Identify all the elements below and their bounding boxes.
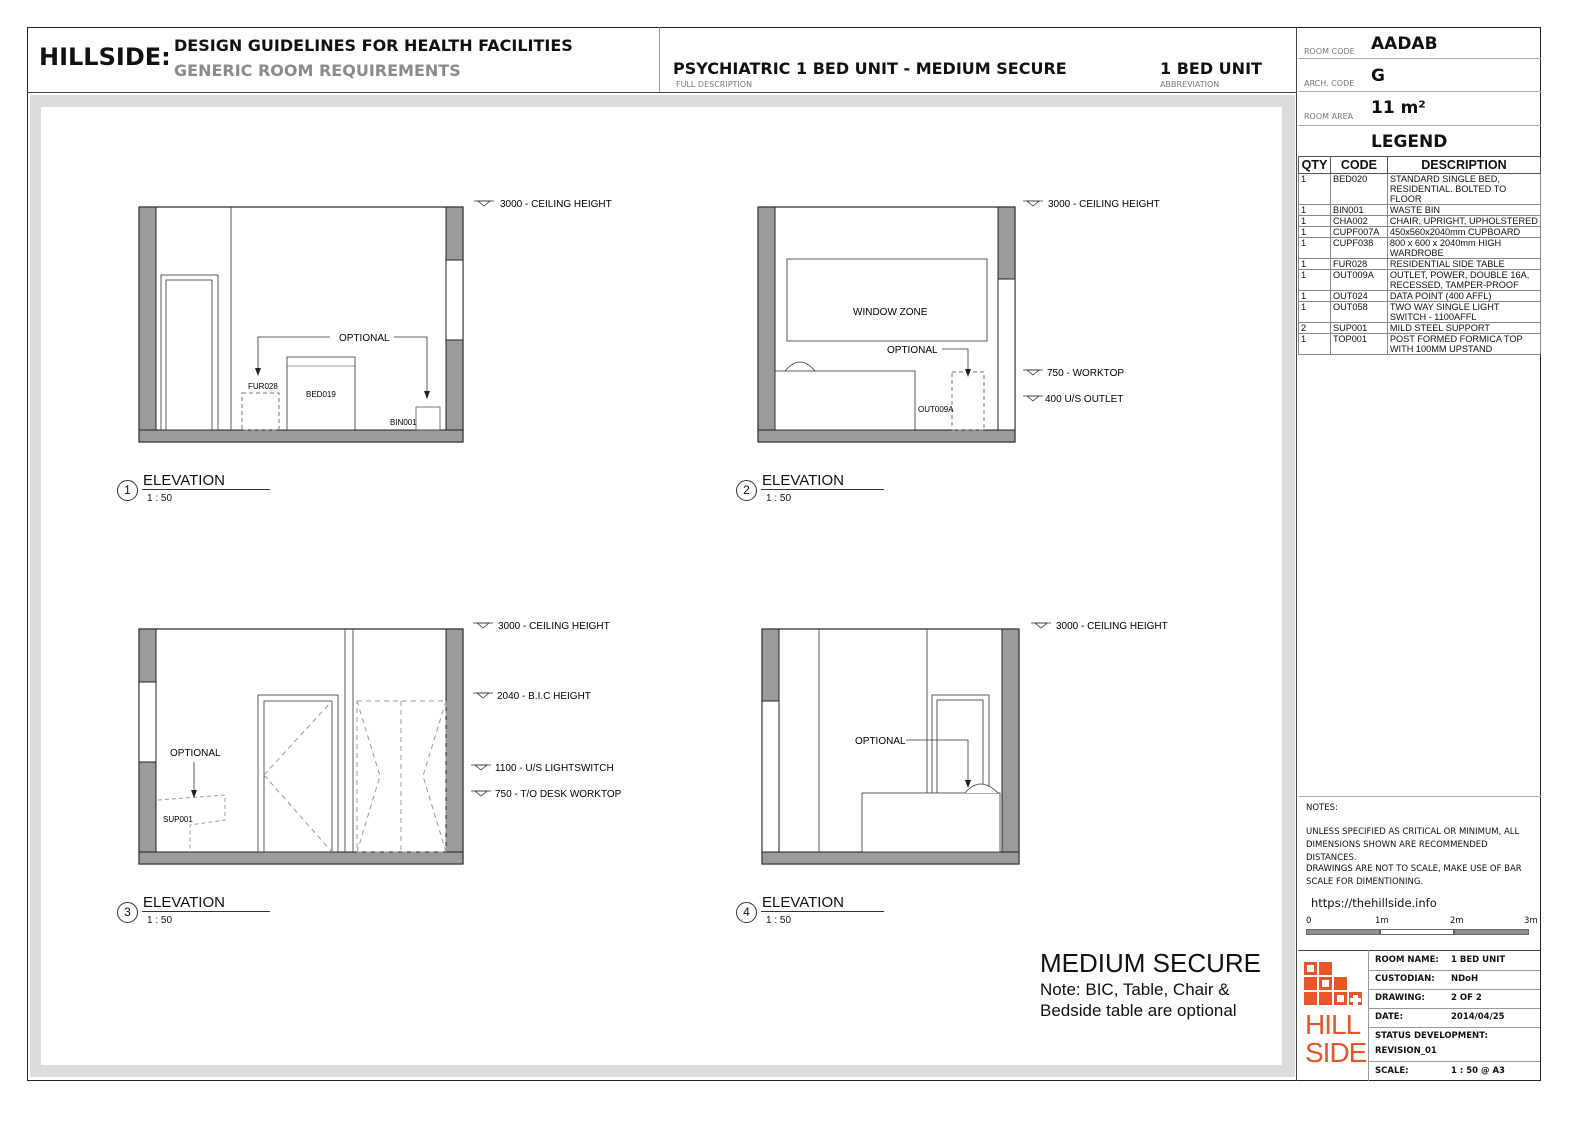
legend-qty: 1 (1299, 216, 1331, 227)
legend-code: OUT009A (1330, 270, 1387, 291)
guideline-title: DESIGN GUIDELINES FOR HEALTH FACILITIES (174, 36, 573, 55)
room-name-value: 1 BED UNIT (1451, 955, 1506, 965)
elev2-window-zone-label: WINDOW ZONE (853, 307, 928, 318)
note-1: UNLESS SPECIFIED AS CRITICAL OR MINIMUM, ALL DIMENSIONS SHOWN ARE RECOMMENDED DISTANCES. (1306, 827, 1520, 863)
elev2-ceiling-label: 3000 - CEILING HEIGHT (1048, 199, 1160, 210)
legend-qty: 1 (1299, 270, 1331, 291)
elevation-number: 2 (736, 480, 757, 501)
title-block-scale (1369, 1062, 1540, 1081)
status-value: REVISION_01 (1375, 1046, 1437, 1056)
legend-header-qty: QTY (1299, 157, 1331, 174)
note-2: DRAWINGS ARE NOT TO SCALE, MAKE USE OF BAR SCALE FOR DIMENTIONING. (1306, 864, 1522, 887)
elev3-optional-label: OPTIONAL (170, 748, 221, 759)
scale-tick-0: 0 (1306, 916, 1312, 926)
legend-header-row (1299, 157, 1541, 174)
legend-qty: 1 (1299, 174, 1331, 205)
scale-segment (1306, 929, 1380, 935)
table-row (1299, 302, 1541, 323)
scale-segment (1454, 929, 1529, 935)
title-underline (761, 489, 884, 490)
elev1-optional-label: OPTIONAL (339, 333, 390, 344)
elev2-out009a-label: OUT009A (918, 405, 954, 414)
table-row (1299, 205, 1541, 216)
elev3-lightswitch-label: 1100 - U/S LIGHTSWITCH (495, 763, 614, 774)
elevation-4-drawing (762, 621, 1168, 864)
guideline-subtitle: GENERIC ROOM REQUIREMENTS (174, 61, 461, 80)
legend-desc: 450x560x2040mm CUPBOARD (1387, 227, 1540, 238)
legend-code: SUP001 (1330, 323, 1387, 334)
scale-segment (1380, 929, 1454, 935)
brand-title: HILLSIDE: (39, 43, 171, 71)
elevation-scale: 1 : 50 (766, 915, 792, 926)
legend-desc: WASTE BIN (1387, 205, 1540, 216)
full-description-label: FULL DESCRIPTION (676, 80, 753, 89)
legend-desc: 800 x 600 x 2040mm HIGH WARDROBE (1387, 238, 1540, 259)
legend-code: OUT024 (1330, 291, 1387, 302)
table-row (1299, 291, 1541, 302)
legend-code: FUR028 (1330, 259, 1387, 270)
elev3-bic-label: 2040 - B.I.C HEIGHT (497, 691, 591, 702)
drawing-value: 2 OF 2 (1451, 993, 1482, 1003)
legend-desc: MILD STEEL SUPPORT (1387, 323, 1540, 334)
table-row (1299, 259, 1541, 270)
legend-code: BIN001 (1330, 205, 1387, 216)
scale-tick-1: 1m (1375, 916, 1389, 926)
panel-rule (1298, 125, 1541, 126)
website-link[interactable]: https://thehillside.info (1311, 896, 1437, 910)
notes-title: NOTES: (1306, 803, 1338, 813)
date-value: 2014/04/25 (1451, 1012, 1505, 1022)
table-row (1299, 227, 1541, 238)
legend-desc: RESIDENTIAL SIDE TABLE (1387, 259, 1540, 270)
legend-qty: 1 (1299, 259, 1331, 270)
legend-qty: 1 (1299, 238, 1331, 259)
table-row (1299, 216, 1541, 227)
elevation-number: 3 (117, 902, 138, 923)
legend-desc: TWO WAY SINGLE LIGHT SWITCH - 1100AFFL (1387, 302, 1540, 323)
elevation-2-drawing (758, 199, 1160, 442)
room-name-label: ROOM NAME: (1375, 955, 1439, 965)
elevation-scale: 1 : 50 (147, 493, 173, 504)
scale-tick-2: 2m (1450, 916, 1464, 926)
elev3-sup001-label: SUP001 (163, 815, 193, 824)
scale-tick-3: 3m (1524, 916, 1538, 926)
panel-rule (1298, 58, 1541, 59)
elev2-optional-label: OPTIONAL (887, 345, 938, 356)
legend-code: CUPF007A (1330, 227, 1387, 238)
elev2-worktop-label: 750 - WORKTOP (1047, 368, 1125, 379)
panel-rule (1298, 91, 1541, 92)
elevation-label: ELEVATION (143, 894, 225, 911)
legend-table (1298, 156, 1541, 355)
legend-qty: 1 (1299, 205, 1331, 216)
elevation-scale: 1 : 50 (766, 493, 792, 504)
elev3-ceiling-label: 3000 - CEILING HEIGHT (498, 621, 610, 632)
custodian-value: NDoH (1451, 974, 1479, 984)
elevation-scale: 1 : 50 (147, 915, 173, 926)
legend-desc: POST FORMED FORMICA TOP WITH 100MM UPSTAND (1387, 334, 1540, 355)
room-code: AADAB (1371, 34, 1438, 54)
elev4-optional-label: OPTIONAL (855, 736, 906, 747)
elevation-number: 1 (117, 480, 138, 501)
legend-qty: 1 (1299, 334, 1331, 355)
elevation-label: ELEVATION (143, 472, 225, 489)
table-row (1299, 270, 1541, 291)
room-code-label: ROOM CODE (1304, 47, 1355, 56)
notes-rule (1298, 796, 1541, 797)
abbreviation-label: ABBREVIATION (1160, 80, 1220, 89)
elev2-outlet-label: 400 U/S OUTLET (1045, 394, 1124, 405)
legend-code: OUT058 (1330, 302, 1387, 323)
legend-title: LEGEND (1371, 132, 1448, 152)
table-row (1299, 323, 1541, 334)
security-title: MEDIUM SECURE (1040, 948, 1262, 978)
legend-desc: DATA POINT (400 AFFL) (1387, 291, 1540, 302)
title-block-custodian (1369, 970, 1540, 990)
elevation-1-drawing (139, 199, 612, 442)
legend-header-description: DESCRIPTION (1387, 157, 1540, 174)
drawing-label: DRAWING: (1375, 993, 1425, 1003)
logo-text-side: SIDE (1305, 1037, 1367, 1068)
elev1-fur028-label: FUR028 (248, 382, 278, 391)
table-row (1299, 334, 1541, 355)
elevation-number: 4 (736, 902, 757, 923)
legend-code: CHA002 (1330, 216, 1387, 227)
legend-code: BED020 (1330, 174, 1387, 205)
full-description: PSYCHIATRIC 1 BED UNIT - MEDIUM SECURE (673, 59, 1067, 78)
legend-qty: 1 (1299, 302, 1331, 323)
title-block-status (1369, 1027, 1540, 1062)
security-line-1: Note: BIC, Table, Chair & (1040, 980, 1230, 999)
legend-qty: 1 (1299, 291, 1331, 302)
elevation-3-drawing (139, 621, 622, 864)
scale-label: SCALE: (1375, 1066, 1409, 1076)
arch-code: G (1371, 66, 1385, 86)
status-label: STATUS DEVELOPMENT: (1375, 1031, 1488, 1041)
custodian-label: CUSTODIAN: (1375, 974, 1435, 984)
title-block-date (1369, 1008, 1540, 1028)
legend-qty: 2 (1299, 323, 1331, 334)
title-underline (142, 489, 270, 490)
elevation-label: ELEVATION (762, 472, 844, 489)
elev1-bed019-label: BED019 (306, 390, 336, 399)
scale-value: 1 : 50 @ A3 (1451, 1066, 1505, 1076)
legend-code: TOP001 (1330, 334, 1387, 355)
room-area: 11 m² (1371, 98, 1426, 118)
table-row (1299, 238, 1541, 259)
title-block-room-name (1369, 951, 1540, 971)
legend-desc: STANDARD SINGLE BED, RESIDENTIAL. BOLTED TO FLOOR (1387, 174, 1540, 205)
elev3-desk-label: 750 - T/O DESK WORKTOP (495, 789, 622, 800)
title-block-drawing (1369, 989, 1540, 1009)
title-underline (761, 911, 884, 912)
elevation-label: ELEVATION (762, 894, 844, 911)
table-row (1299, 174, 1541, 205)
panel-left-border (1296, 27, 1297, 1081)
date-label: DATE: (1375, 1012, 1403, 1022)
logo-blocks-icon (1302, 958, 1366, 1016)
legend-desc: CHAIR, UPRIGHT, UPHOLSTERED (1387, 216, 1540, 227)
arch-code-label: ARCH. CODE (1304, 79, 1355, 88)
logo-text-hill: HILL (1305, 1009, 1361, 1040)
legend-code: CUPF038 (1330, 238, 1387, 259)
elev1-bin001-label: BIN001 (390, 418, 417, 427)
elev4-ceiling-label: 3000 - CEILING HEIGHT (1056, 621, 1168, 632)
elev1-ceiling-label: 3000 - CEILING HEIGHT (500, 199, 612, 210)
security-line-2: Bedside table are optional (1040, 1001, 1237, 1020)
legend-desc: OUTLET, POWER, DOUBLE 16A, RECESSED, TAMPER-PROOF (1387, 270, 1540, 291)
abbreviation: 1 BED UNIT (1160, 59, 1262, 78)
title-underline (142, 911, 270, 912)
legend-qty: 1 (1299, 227, 1331, 238)
legend-header-code: CODE (1330, 157, 1387, 174)
room-area-label: ROOM AREA (1304, 112, 1354, 121)
